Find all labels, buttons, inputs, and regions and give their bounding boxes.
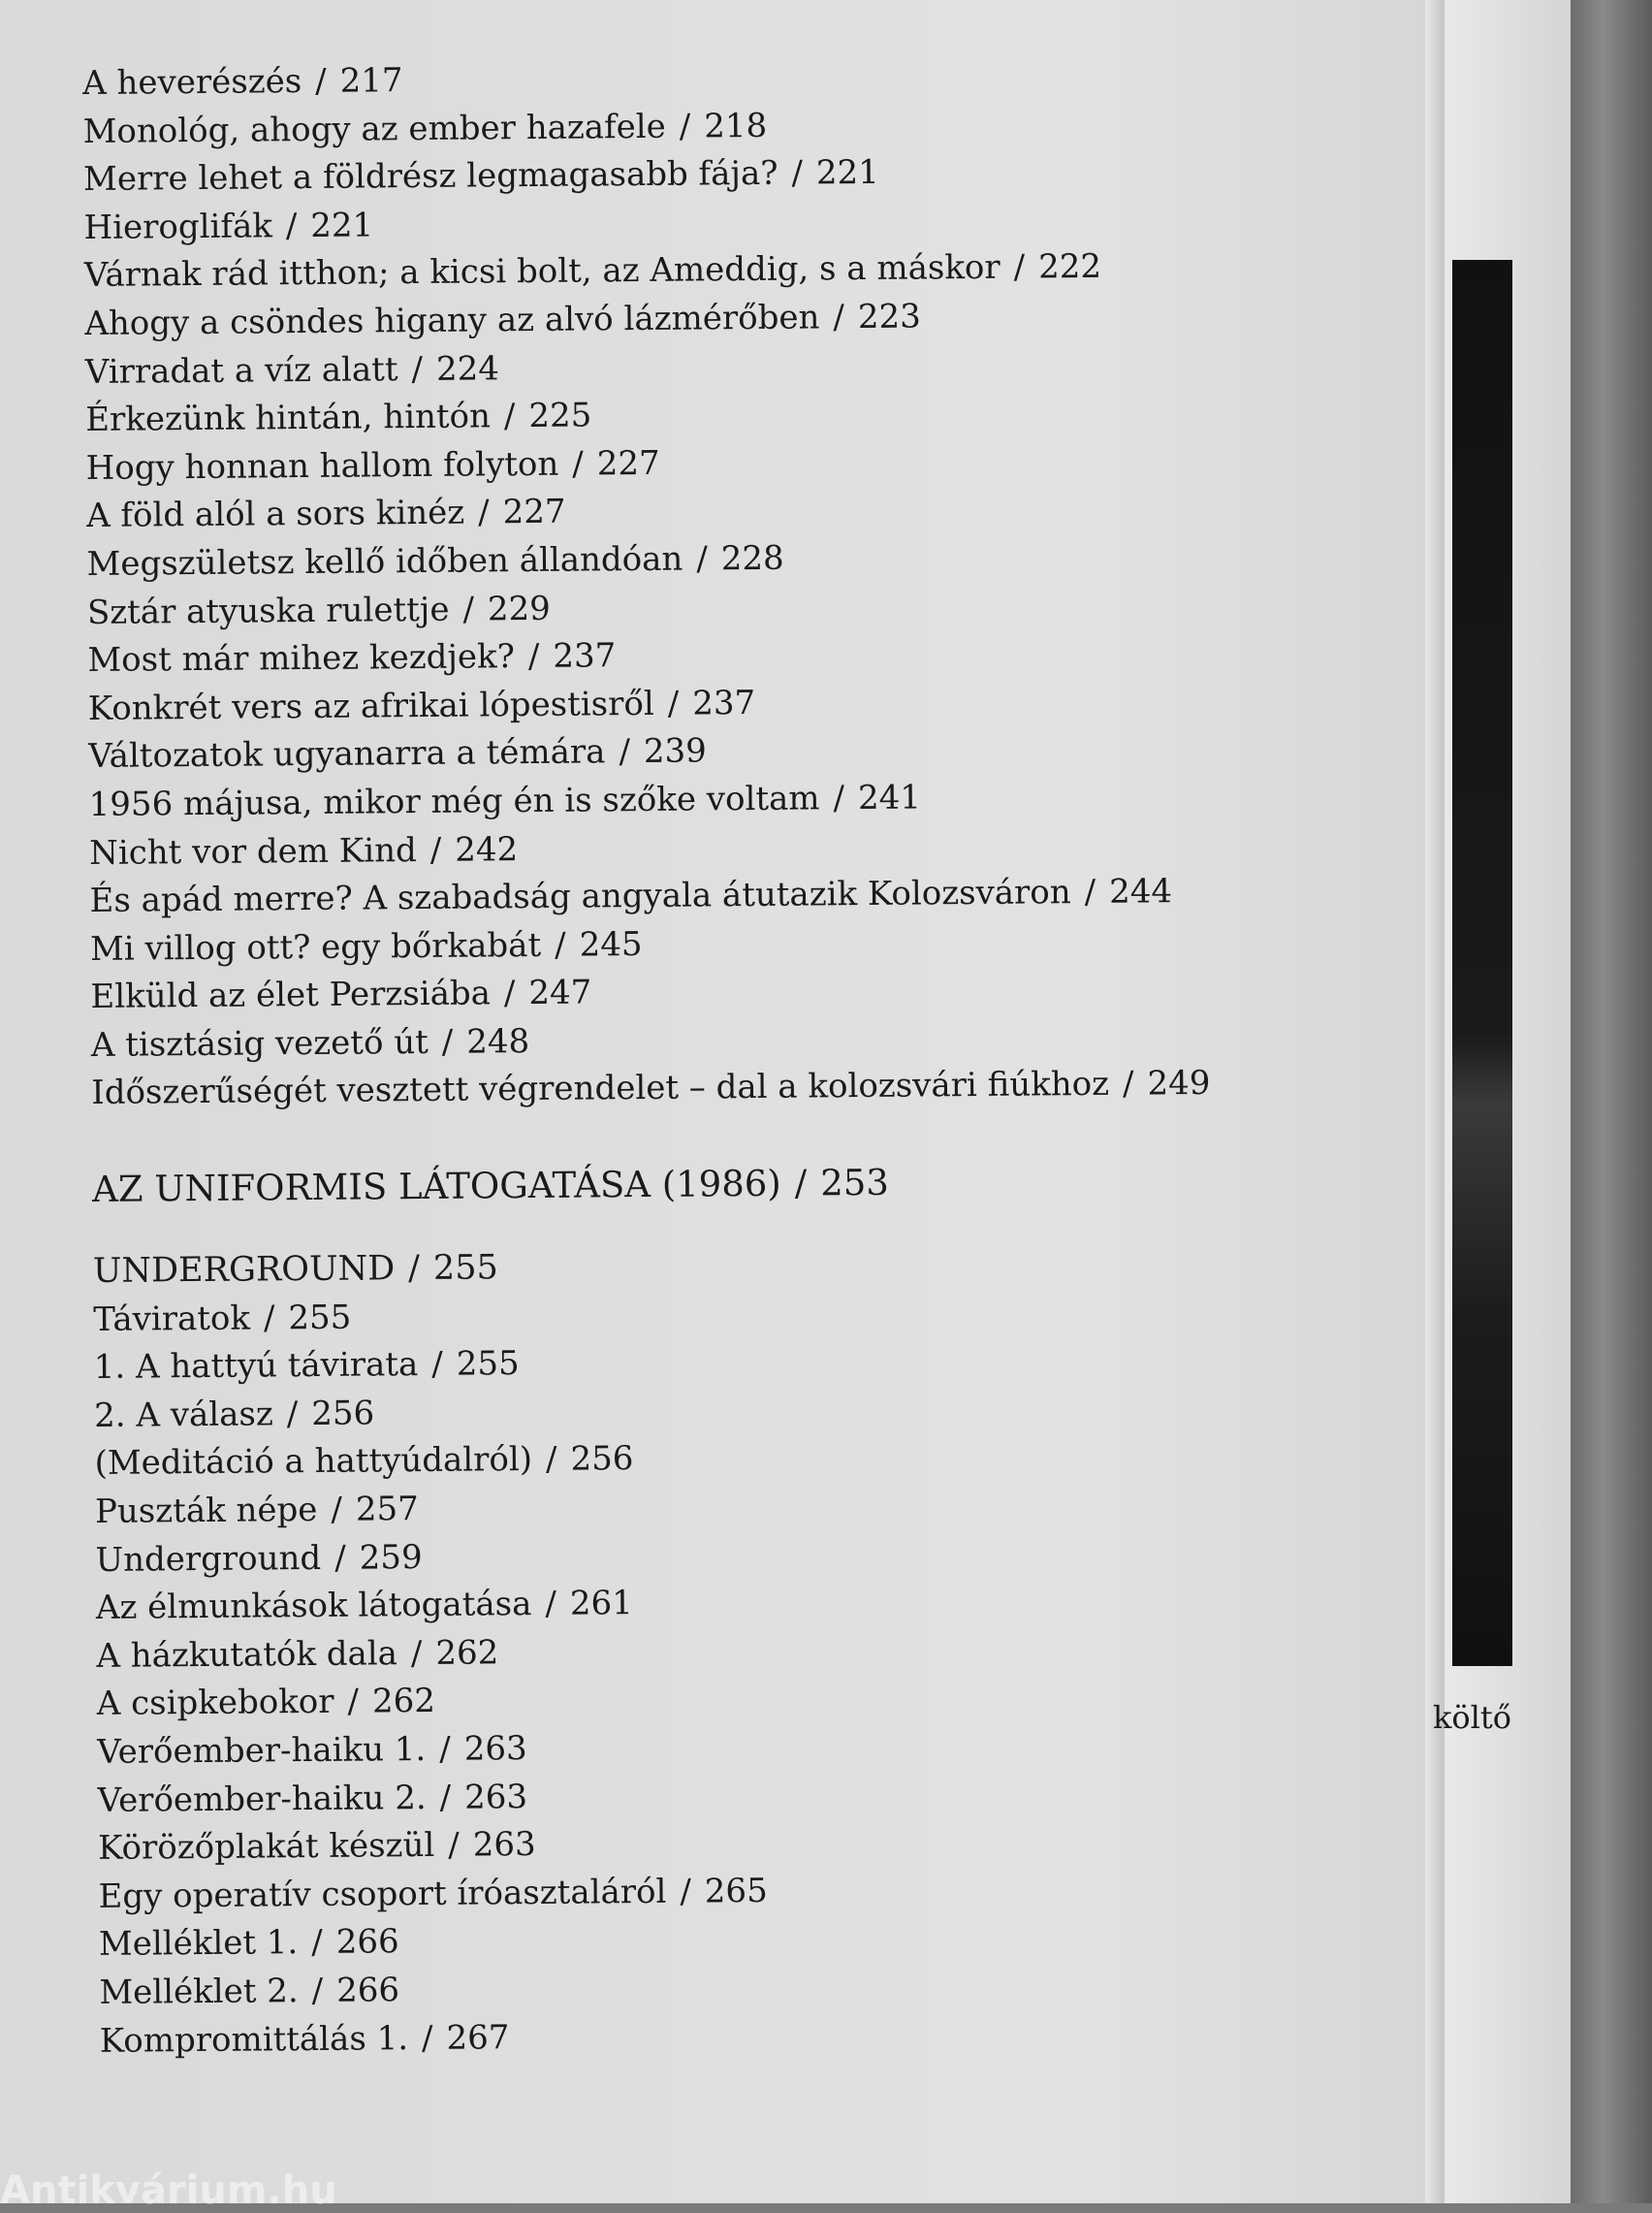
entry-page-number: 227 (596, 443, 660, 484)
entry-title: Megszületsz kellő időben állandóan (86, 539, 683, 584)
entry-title: (Meditáció a hattyúdalról) (94, 1440, 533, 1484)
separator: / (794, 1162, 808, 1204)
entry-page-number: 229 (487, 589, 552, 628)
separator: / (503, 397, 516, 436)
entry-page-number: 225 (528, 396, 592, 436)
separator: / (1013, 247, 1026, 287)
separator: / (441, 1022, 454, 1062)
entry-title: 2. A válasz (94, 1395, 273, 1435)
entry-page-number: 222 (1037, 247, 1102, 287)
entry-title: Verőember-haiku 2. (97, 1778, 427, 1820)
entry-page-number: 237 (692, 683, 756, 723)
entry-page-number: 256 (311, 1394, 375, 1433)
entry-title: Melléklet 2. (99, 1972, 299, 2012)
entry-title: Melléklet 1. (98, 1923, 299, 1965)
entry-title: Merre lehet a földrész legmagasabb fája? (82, 153, 778, 200)
section-page: 253 (820, 1161, 890, 1204)
separator: / (462, 590, 475, 629)
separator: / (680, 1872, 692, 1911)
separator: / (1084, 873, 1096, 913)
separator: / (311, 1923, 323, 1963)
entry-title: Körözőplakát készül (97, 1826, 435, 1869)
separator: / (311, 1971, 324, 2010)
section-title: AZ UNIFORMIS LÁTOGATÁSA (1986) (91, 1162, 781, 1211)
entry-page-number: 266 (335, 1922, 399, 1963)
entry-title: A házkutatók dala (96, 1634, 398, 1676)
separator: / (263, 1298, 275, 1338)
entry-title: Kompromittálás 1. (99, 2018, 409, 2061)
entry-page-number: 248 (466, 1021, 530, 1062)
separator: / (503, 974, 516, 1013)
entry-title: Ahogy a csöndes higany az alvó lázmérőben (84, 298, 820, 343)
entry-page-number: 221 (310, 206, 374, 245)
entry-page-number: 266 (335, 1971, 400, 2010)
entry-page-number: 245 (579, 924, 643, 965)
entry-page-number: 237 (553, 636, 617, 676)
separator: / (545, 1585, 557, 1624)
entry-page-number: 255 (288, 1298, 352, 1337)
separator: / (411, 349, 424, 389)
entry-page-number: 221 (815, 153, 880, 193)
entry-page-number: 249 (1147, 1064, 1211, 1104)
entry-title: Egy operatív csoport íróasztaláról (98, 1872, 667, 1916)
entry-title: Sztár atyuska rulettje (86, 590, 450, 632)
toc-section-heading (92, 1150, 1352, 1219)
separator: / (431, 1345, 443, 1385)
entry-page-number: 247 (528, 973, 592, 1013)
separator: / (477, 493, 490, 532)
entry-title: Hieroglifák (83, 207, 273, 247)
separator: / (410, 1633, 423, 1673)
entry-page-number: 239 (643, 731, 708, 772)
separator: / (833, 298, 845, 337)
entry-page-number: 223 (857, 297, 921, 337)
book-edge (1571, 0, 1652, 2203)
entry-title: Verőember-haiku 1. (97, 1729, 427, 1772)
entry-page-number: 217 (339, 61, 403, 101)
entry-title: A föld alól a sors kinéz (85, 493, 465, 536)
entry-page-number: 228 (720, 538, 784, 579)
separator: / (545, 1440, 557, 1480)
entry-title: 1. A hattyú távirata (93, 1345, 419, 1388)
separator: / (439, 1778, 452, 1817)
separator: / (429, 830, 442, 870)
entry-page-number: 263 (463, 1729, 527, 1769)
entry-title: Érkezünk hintán, hintón (85, 397, 492, 440)
entry-page-number: 262 (435, 1633, 499, 1673)
entry-title: Virradat a víz alatt (84, 349, 398, 392)
entry-title: Időszerűségét vesztett végrendelet – dal a kolozsvári fiúkhoz (91, 1065, 1110, 1113)
entry-page-number: 263 (464, 1777, 528, 1817)
toc-entry (100, 2006, 1360, 2066)
entry-title: Elküld az élet Perzsiába (90, 974, 492, 1017)
entry-title: És apád merre? A szabadság angyala átutazik Kolozsváron (89, 873, 1071, 921)
separator: / (696, 539, 708, 579)
separator: / (791, 153, 804, 193)
entry-page-number: 259 (359, 1537, 423, 1578)
watermark: Antikvárium.hu (0, 2168, 337, 2213)
separator: / (527, 637, 540, 677)
entry-page-number: 218 (704, 106, 768, 145)
separator: / (347, 1682, 360, 1722)
entry-page-number: 224 (435, 348, 500, 389)
separator: / (1122, 1065, 1134, 1105)
entry-page-number: 262 (371, 1682, 436, 1721)
entry-title: Változatok ugyanarra a témára (88, 732, 606, 777)
separator: / (285, 206, 298, 245)
entry-page-number: 255 (456, 1344, 520, 1384)
entry-title: A tisztásig vezető út (90, 1022, 429, 1065)
separator: / (439, 1729, 451, 1769)
separator: / (679, 107, 691, 146)
entry-page-number: 267 (446, 2017, 510, 2058)
separator: / (667, 684, 680, 723)
entry-title: Konkrét vers az afrikai lópestisről (87, 684, 654, 728)
separator: / (286, 1394, 299, 1434)
toc-entries-part2 (93, 1285, 1360, 2066)
entry-title: Várnak rád itthon; a kicsi bolt, az Ameddig, s a máskor (83, 248, 1001, 296)
table-of-contents (82, 49, 1360, 2066)
entry-title: Mi villog ott? egy bőrkabát (89, 925, 542, 969)
entry-page-number: 227 (502, 493, 566, 532)
entry-title: Táviratok (93, 1299, 251, 1339)
toc-entries-part1 (82, 49, 1351, 1118)
separator: / (421, 2018, 433, 2058)
entry-title: Puszták népe (94, 1490, 318, 1531)
entry-page-number: 261 (569, 1584, 633, 1623)
separator: / (331, 1490, 343, 1529)
separator: / (448, 1825, 460, 1865)
separator: / (833, 779, 845, 818)
entry-title: 1956 májusa, mikor még én is szőke voltam (88, 779, 820, 824)
separator: / (407, 1249, 421, 1289)
entry-page-number: 244 (1108, 872, 1173, 912)
separator: / (554, 925, 566, 965)
subsection-page: 255 (432, 1248, 498, 1288)
entry-page-number: 257 (355, 1490, 419, 1529)
toc-entry (91, 1059, 1351, 1118)
entry-title: Monológ, ahogy az ember hazafele (82, 107, 666, 151)
separator: / (572, 444, 584, 484)
photo-caption: költő (1433, 1699, 1512, 1736)
entry-page-number: 263 (472, 1825, 536, 1865)
separator: / (315, 61, 327, 101)
entry-page-number: 242 (455, 829, 519, 870)
subsection-title: UNDERGROUND (92, 1249, 396, 1292)
separator: / (619, 732, 631, 772)
entry-title: Az élmunkások látogatása (95, 1585, 532, 1628)
entry-title: Hogy honnan hallom folyton (85, 444, 559, 488)
photo-fragment (1452, 260, 1512, 1666)
entry-page-number: 256 (570, 1439, 634, 1480)
entry-page-number: 265 (704, 1871, 768, 1911)
separator: / (334, 1538, 346, 1578)
entry-page-number: 241 (857, 778, 922, 818)
entry-title: A heverészés (82, 62, 302, 103)
entry-title: Most már mihez kezdjek? (87, 637, 516, 681)
entry-title: Nicht vor dem Kind (88, 830, 417, 873)
entry-title: Underground (95, 1538, 322, 1580)
entry-title: A csipkebokor (96, 1683, 334, 1724)
